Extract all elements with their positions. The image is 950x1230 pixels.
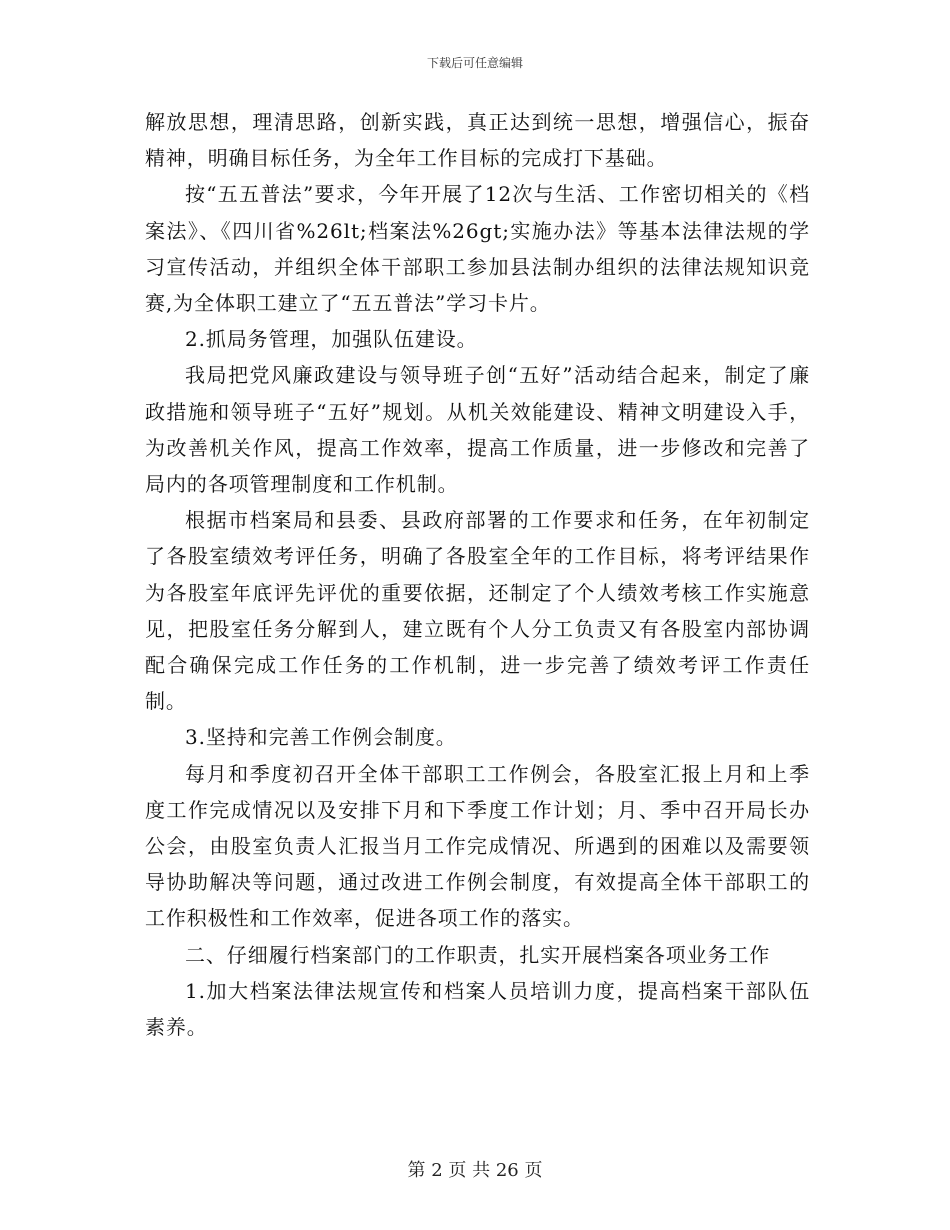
paragraph-3: 我局把党风廉政建设与领导班子创“五好”活动结合起来，制定了廉政措施和领导班子“五好”规划。从机关效能建设、精神文明建设入手，为改善机关作风，提高工作效率，提高工作质量，进一步修改和完善了局内的各项管理制度和工作机制。 bbox=[145, 363, 810, 497]
paragraph-2: 按“五五普法”要求，今年开展了12次与生活、工作密切相关的《档案法》、《四川省%26lt;档案法%26gt;实施办法》等基本法律法规的学习宣传活动，并组织全体干部职工参加县法制办组织的法律法规知识竞赛,为全体职工建立了“五五普法”学习卡片。 bbox=[145, 182, 810, 316]
section-heading-3: 3.坚持和完善工作例会制度。 bbox=[185, 725, 457, 750]
page-number-footer: 第 2 页 共 26 页 bbox=[407, 1160, 543, 1181]
document-body bbox=[145, 104, 810, 1045]
section-heading-1: 1.加大档案法律法规宣传和档案人员培训力度，提高档案干部队伍素养。 bbox=[145, 978, 810, 1040]
paragraph-5: 每月和季度初召开全体干部职工工作例会，各股室汇报上月和上季度工作完成情况以及安排下月和下季度工作计划；月、季中召开局长办公会，由股室负责人汇报当月工作完成情况、所遇到的困难以及需要领导协助解决等问题，通过改进工作例会制度，有效提高全体干部职工的工作积极性和工作效率，促进各项工作的落实。 bbox=[145, 761, 810, 931]
section-heading-2: 2.抓局务管理，加强队伍建设。 bbox=[185, 327, 478, 352]
chapter-heading-2: 二、仔细履行档案部门的工作职责，扎实开展档案各项业务工作 bbox=[185, 942, 771, 967]
paragraph-4: 根据市档案局和县委、县政府部署的工作要求和任务，在年初制定了各股室绩效考评任务，明确了各股室全年的工作目标，将考评结果作为各股室年底评先评优的重要依据，还制定了个人绩效考核工作实施意见，把股室任务分解到人，建立既有个人分工负责又有各股室内部协调配合确保完成工作任务的工作机制，进一步完善了绩效考评工作责任制。 bbox=[145, 508, 810, 714]
page-header: 下载后可任意编辑 bbox=[426, 56, 523, 70]
paragraph-1-continued: 解放思想，理清思路，创新实践，真正达到统一思想，增强信心，振奋精神，明确目标任务，为全年工作目标的完成打下基础。 bbox=[145, 110, 810, 171]
